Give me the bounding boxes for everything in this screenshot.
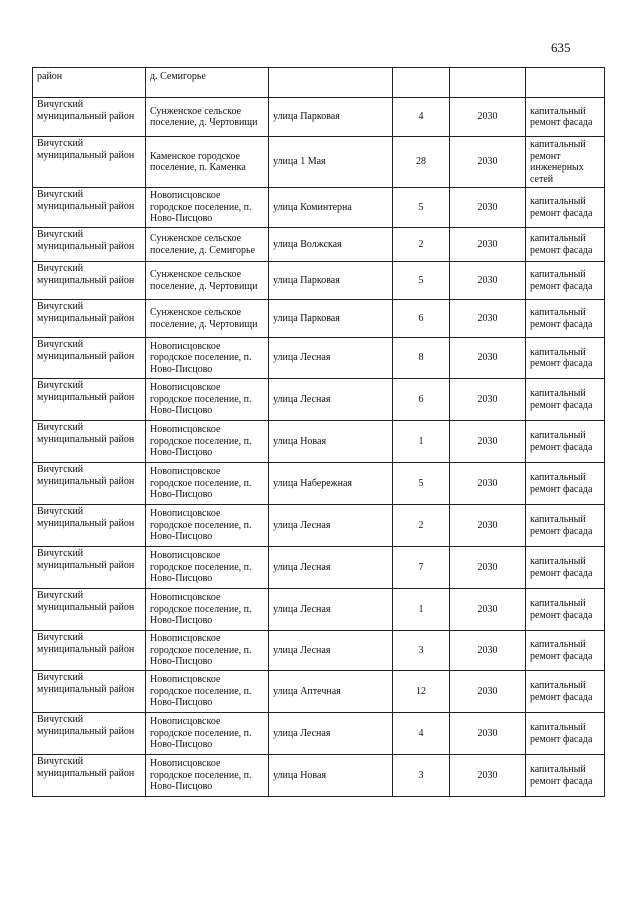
work-type-cell: капитальный ремонт фасада [526,188,605,228]
district-cell: Вичугский муниципальный район [33,188,146,228]
district-cell: Вичугский муниципальный район [33,300,146,338]
table-row [33,505,605,547]
table-row [33,755,605,797]
street-cell: улица Лесная [269,505,393,547]
work-type-cell: капитальный ремонт фасада [526,300,605,338]
year-cell: 2030 [450,755,526,797]
district-cell: Вичугский муниципальный район [33,631,146,671]
house-number-cell: 6 [393,379,450,421]
street-cell: улица Лесная [269,589,393,631]
year-cell: 2030 [450,505,526,547]
street-cell: улица Коминтерна [269,188,393,228]
street-cell [269,68,393,98]
street-cell: улица Лесная [269,713,393,755]
work-type-cell: капитальный ремонт фасада [526,379,605,421]
settlement-cell: Каменское городское поселение, п. Каменка [146,137,269,188]
table-row [33,421,605,463]
house-number-cell: 7 [393,547,450,589]
settlement-cell: Сунженское сельское поселение, д. Чертовищи [146,98,269,137]
year-cell: 2030 [450,631,526,671]
table-row [33,671,605,713]
work-type-cell: капитальный ремонт фасада [526,228,605,262]
page-number: 635 [551,40,571,55]
work-type-cell: капитальный ремонт фасада [526,671,605,713]
street-cell: улица 1 Мая [269,137,393,188]
house-number-cell: 6 [393,300,450,338]
year-cell: 2030 [450,137,526,188]
work-type-cell: капитальный ремонт фасада [526,631,605,671]
work-type-cell: капитальный ремонт фасада [526,505,605,547]
district-cell: Вичугский муниципальный район [33,463,146,505]
settlement-cell: Сунженское сельское поселение, д. Чертовищи [146,262,269,300]
district-cell: Вичугский муниципальный район [33,228,146,262]
work-type-cell: капитальный ремонт фасада [526,463,605,505]
year-cell: 2030 [450,262,526,300]
year-cell: 2030 [450,547,526,589]
table-row [33,188,605,228]
house-number-cell: 1 [393,589,450,631]
year-cell: 2030 [450,463,526,505]
street-cell: улица Лесная [269,547,393,589]
district-cell: Вичугский муниципальный район [33,505,146,547]
settlement-cell: Новописцовское городское поселение, п. Ново-Писцово [146,421,269,463]
year-cell: 2030 [450,671,526,713]
year-cell: 2030 [450,98,526,137]
work-type-cell: капитальный ремонт фасада [526,713,605,755]
district-cell: Вичугский муниципальный район [33,755,146,797]
house-number-cell: 2 [393,228,450,262]
district-cell: Вичугский муниципальный район [33,547,146,589]
district-cell: Вичугский муниципальный район [33,98,146,137]
street-cell: улица Набережная [269,463,393,505]
street-cell: улица Аптечная [269,671,393,713]
house-number-cell: 5 [393,463,450,505]
settlement-cell: Новописцовское городское поселение, п. Ново-Писцово [146,713,269,755]
house-number-cell: 5 [393,262,450,300]
house-number-cell: 3 [393,755,450,797]
street-cell: улица Лесная [269,631,393,671]
table-row [33,589,605,631]
street-cell: улица Парковая [269,98,393,137]
year-cell: 2030 [450,338,526,379]
street-cell: улица Парковая [269,300,393,338]
work-type-cell: капитальный ремонт фасада [526,547,605,589]
year-cell: 2030 [450,188,526,228]
house-number-cell: 8 [393,338,450,379]
house-number-cell: 28 [393,137,450,188]
year-cell: 2030 [450,300,526,338]
settlement-cell: Новописцовское городское поселение, п. Ново-Писцово [146,671,269,713]
street-cell: улица Парковая [269,262,393,300]
district-cell: Вичугский муниципальный район [33,713,146,755]
district-cell: Вичугский муниципальный район [33,589,146,631]
work-type-cell: капитальный ремонт фасада [526,98,605,137]
year-cell: 2030 [450,379,526,421]
table-row [33,713,605,755]
table-row [33,137,605,188]
work-type-cell: капитальный ремонт фасада [526,421,605,463]
settlement-cell: Новописцовское городское поселение, п. Ново-Писцово [146,631,269,671]
repair-schedule-table [32,67,605,797]
settlement-cell: Новописцовское городское поселение, п. Ново-Писцово [146,505,269,547]
table-row [33,547,605,589]
settlement-cell: Сунженское сельское поселение, д. Семигорье [146,228,269,262]
district-cell: Вичугский муниципальный район [33,338,146,379]
settlement-cell: Новописцовское городское поселение, п. Ново-Писцово [146,547,269,589]
settlement-cell: Новописцовское городское поселение, п. Ново-Писцово [146,755,269,797]
work-type-cell: капитальный ремонт фасада [526,755,605,797]
table-row [33,338,605,379]
table-row [33,631,605,671]
work-type-cell: капитальный ремонт фасада [526,262,605,300]
year-cell [450,68,526,98]
street-cell: улица Лесная [269,338,393,379]
year-cell: 2030 [450,713,526,755]
table-row-continued [33,68,605,98]
house-number-cell: 3 [393,631,450,671]
house-cell [393,68,450,98]
table-row [33,228,605,262]
settlement-cell: Новописцовское городское поселение, п. Ново-Писцово [146,188,269,228]
table-row [33,463,605,505]
year-cell: 2030 [450,228,526,262]
district-cell: Вичугский муниципальный район [33,262,146,300]
table-row [33,379,605,421]
settlement-cell: Сунженское сельское поселение, д. Чертовищи [146,300,269,338]
settlement-cell: Новописцовское городское поселение, п. Ново-Писцово [146,338,269,379]
work-type-cell: капитальный ремонт фасада [526,589,605,631]
year-cell: 2030 [450,589,526,631]
house-number-cell: 4 [393,713,450,755]
district-cell: Вичугский муниципальный район [33,137,146,188]
settlement-cell: Новописцовское городское поселение, п. Ново-Писцово [146,589,269,631]
house-number-cell: 5 [393,188,450,228]
district-cell: Вичугский муниципальный район [33,421,146,463]
work-cell [526,68,605,98]
street-cell: улица Новая [269,421,393,463]
house-number-cell: 4 [393,98,450,137]
settlement-cell: д. Семигорье [146,68,269,98]
district-cell: район [33,68,146,98]
street-cell: улица Новая [269,755,393,797]
district-cell: Вичугский муниципальный район [33,379,146,421]
table-row [33,98,605,137]
street-cell: улица Лесная [269,379,393,421]
house-number-cell: 1 [393,421,450,463]
street-cell: улица Волжская [269,228,393,262]
work-type-cell: капитальный ремонт фасада [526,338,605,379]
year-cell: 2030 [450,421,526,463]
house-number-cell: 2 [393,505,450,547]
work-type-cell: капитальный ремонт инженерных сетей [526,137,605,188]
settlement-cell: Новописцовское городское поселение, п. Ново-Писцово [146,379,269,421]
house-number-cell: 12 [393,671,450,713]
table-row [33,300,605,338]
district-cell: Вичугский муниципальный район [33,671,146,713]
table-row [33,262,605,300]
settlement-cell: Новописцовское городское поселение, п. Ново-Писцово [146,463,269,505]
